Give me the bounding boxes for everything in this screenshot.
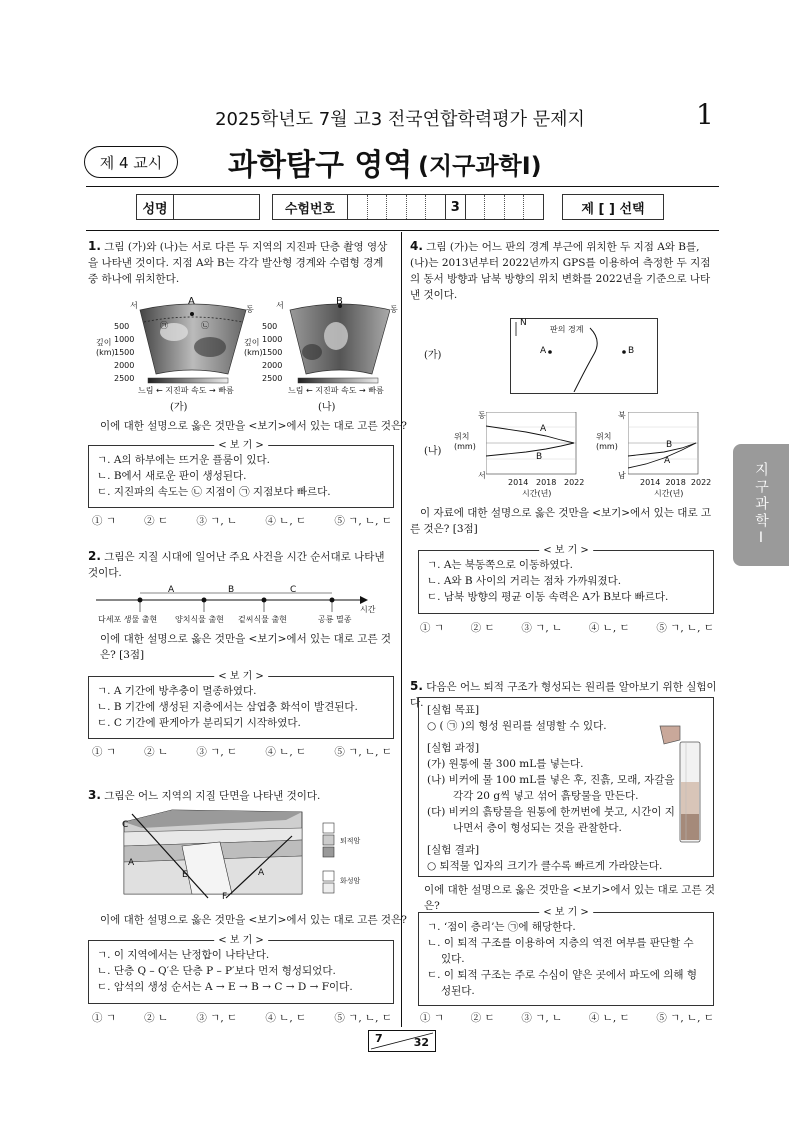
q1-choice-1[interactable]: ① ㄱ	[92, 515, 116, 527]
q3-choice-2[interactable]: ② ㄴ	[144, 1012, 169, 1024]
question-2	[88, 548, 394, 581]
q2-event-4: 공룡 멸종	[318, 615, 352, 624]
q4-ew-bottom: 서	[478, 471, 486, 480]
page-number: 7	[375, 1032, 383, 1045]
q5-choice-3[interactable]: ③ ㄱ, ㄴ	[521, 1012, 563, 1024]
q1-prompt: 이에 대한 설명으로 옳은 것만을 <보기>에서 있는 대로 고른 것은?	[100, 420, 407, 432]
q2-bogi-box	[88, 671, 394, 739]
name-box	[136, 194, 260, 220]
q4-bogi-item-1: ㄱ. A는 북동쪽으로 이동하였다.	[427, 559, 573, 571]
header-bottom-rule	[86, 230, 719, 231]
q4-bogi-item-2: ㄴ. A와 B 사이의 거리는 점차 가까워졌다.	[427, 575, 622, 587]
question-4	[410, 238, 720, 303]
page-total: 32	[413, 1036, 429, 1049]
q1-mark-2: ㉡	[201, 321, 209, 330]
q2-period-c: C	[290, 585, 297, 595]
q3-label-a: A	[128, 858, 135, 868]
q4-ns-ylabel: 위치 (mm)	[596, 432, 618, 451]
q2-event-1: 다세포 생물 출현	[98, 615, 158, 624]
q4-bogi-item-3: ㄷ. 남북 방향의 평균 이동 속력은 A가 B보다 빠르다.	[427, 591, 669, 603]
q1-choices	[92, 513, 392, 528]
q4-bogi-title: < 보 기 >	[539, 543, 593, 559]
q1-right-legend-bar	[298, 378, 378, 383]
q4-text: 그림 (가)는 어느 판의 경계 부근에 위치한 두 지점 A와 B를, (나)는 2013년부터 2022년까지 GPS를 이용하여 측정한 두 지점의 동서 방향과 남북 방향의 위치 변화를 2022년을 기준으로 나타낸 것이다.	[410, 241, 711, 301]
q4-ns-graph	[628, 412, 728, 488]
q5-choice-1[interactable]: ① ㄱ	[420, 1012, 444, 1024]
question-3	[88, 787, 394, 804]
q1-choice-3[interactable]: ③ ㄱ, ㄴ	[196, 515, 238, 527]
q2-choice-4[interactable]: ④ ㄴ, ㄷ	[265, 746, 307, 758]
q5-bogi-item-3: ㄷ. 이 퇴적 구조는 주로 수심이 얕은 곳에서 파도에 의해 형성된다.	[427, 969, 698, 997]
q5-text: 다음은 어느 퇴적 구조가 형성되는 원리를 알아보기 위한 실험이다.	[410, 681, 717, 709]
q4-ew-xlabel: 시간(년)	[522, 489, 552, 498]
q1-choice-4[interactable]: ④ ㄴ, ㄷ	[265, 515, 307, 527]
q1-left-ticks: 500 1000 1500 2000 2500	[114, 322, 135, 383]
q1-right-depth-label: 깊이 (km)	[244, 338, 263, 357]
q1-right-west: 서	[276, 301, 284, 310]
exam-number-digit: 3	[446, 195, 466, 219]
q4-choice-5[interactable]: ⑤ ㄱ, ㄴ, ㄷ	[656, 622, 714, 634]
q1-point-a: A	[188, 296, 195, 307]
q3-label-e: E	[182, 870, 188, 880]
q3-prompt: 이에 대한 설명으로 옳은 것만을 <보기>에서 있는 대로 고른 것은?	[100, 914, 407, 926]
q5-bogi-item-2: ㄴ. 이 퇴적 구조를 이용하여 지층의 역전 여부를 판단할 수 있다.	[427, 937, 694, 965]
q1-bogi-box	[88, 440, 394, 508]
exam-number-field[interactable]	[348, 195, 543, 219]
q4-bogi-box	[418, 545, 714, 614]
name-field[interactable]	[174, 195, 259, 219]
subject-side-tab: 지구과학Ⅰ	[733, 444, 789, 566]
q5-process-title: [실험 과정]	[427, 742, 480, 754]
q4-number: 4.	[410, 239, 423, 253]
q1-left-legend-bar	[148, 378, 228, 383]
exam-title: 2025학년도 7월 고3 전국연합학력평가 문제지	[215, 109, 585, 130]
q3-choices	[92, 1010, 392, 1025]
page-number-box	[368, 1030, 436, 1052]
q1-bogi-item-1: ㄱ. A의 하부에는 뜨거운 플룸이 있다.	[97, 454, 270, 466]
q3-choice-5[interactable]: ⑤ ㄱ, ㄴ, ㄷ	[334, 1012, 392, 1024]
q4-north-mark: N	[520, 318, 527, 328]
q3-choice-4[interactable]: ④ ㄴ, ㄷ	[265, 1012, 307, 1024]
q1-left-caption: (가)	[170, 402, 188, 413]
q1-left-depth-label: 깊이 (km)	[96, 338, 115, 357]
q4-ns-series-a: A	[664, 456, 671, 466]
q1-bogi-item-3: ㄷ. 지진파의 속도는 ㉡ 지점이 ㉠ 지점보다 빠르다.	[97, 486, 331, 498]
q3-legend-sedimentary: 퇴적암	[340, 837, 361, 845]
q1-left-legend: 느림 ← 지진파 속도 → 빠름	[138, 386, 234, 395]
q2-event-3: 겉씨식물 출현	[238, 615, 287, 624]
q3-label-f: F	[222, 892, 228, 902]
q5-bogi-item-1: ㄱ. ‘점이 층리’는 ㉠에 해당한다.	[427, 921, 576, 933]
q4-ew-series-b: B	[536, 452, 543, 462]
q1-bogi-title: < 보 기 >	[214, 438, 268, 454]
q5-bogi-title: < 보 기 >	[539, 905, 593, 921]
q4-ns-xlabel: 시간(년)	[654, 489, 684, 498]
q4-choice-2[interactable]: ② ㄷ	[470, 622, 495, 634]
q4-choices	[420, 620, 714, 635]
q5-bogi-box	[418, 907, 714, 1006]
q2-bogi-item-3: ㄷ. C 기간에 판게아가 분리되기 시작하였다.	[97, 717, 301, 729]
q5-choice-5[interactable]: ⑤ ㄱ, ㄴ, ㄷ	[656, 1012, 714, 1024]
q4-ns-xticks: 2014 2018 2022	[640, 478, 712, 487]
q1-right-ticks: 500 1000 1500 2000 2500	[262, 322, 283, 383]
q3-label-a2: A	[258, 868, 265, 878]
q1-choice-2[interactable]: ② ㄷ	[144, 515, 169, 527]
q5-choices	[420, 1010, 714, 1025]
q4-ew-ylabel: 위치 (mm)	[454, 432, 476, 451]
q3-number: 3.	[88, 788, 101, 802]
page-corner-number: 1	[696, 98, 714, 131]
q4-boundary-label: 판의 경계	[550, 325, 584, 334]
q3-bogi-item-3: ㄷ. 암석의 생성 순서는 A → E → B → C → D → F이다.	[97, 981, 353, 993]
q3-legend-swatches	[322, 822, 336, 902]
q4-point-a: A	[540, 346, 547, 356]
q4-choice-3[interactable]: ③ ㄱ, ㄴ	[521, 622, 563, 634]
q2-choice-1[interactable]: ① ㄱ	[92, 746, 116, 758]
q1-left-west: 서	[130, 301, 138, 310]
q1-right-caption: (나)	[318, 402, 336, 413]
subject-sub: (지구과학Ⅰ)	[418, 152, 542, 180]
q2-period-b: B	[228, 585, 235, 595]
q4-ew-top: 동	[478, 411, 486, 420]
q2-number: 2.	[88, 549, 101, 563]
q2-choice-5[interactable]: ⑤ ㄱ, ㄴ, ㄷ	[334, 746, 392, 758]
q5-result: ○ 퇴적물 입자의 크기가 클수록 빠르게 가라앉는다.	[427, 860, 663, 872]
q5-process-1: (가) 원통에 물 300 mL를 넣는다.	[427, 758, 584, 770]
q5-number: 5.	[410, 679, 423, 693]
q4-ns-series-b: B	[666, 440, 673, 450]
q1-left-east: 동	[246, 305, 254, 314]
q2-event-2: 양치식물 출현	[175, 615, 224, 624]
header-rule	[86, 186, 719, 187]
q5-choice-4[interactable]: ④ ㄴ, ㄷ	[588, 1012, 630, 1024]
q2-bogi-title: < 보 기 >	[214, 669, 268, 685]
q1-number: 1.	[88, 239, 101, 253]
q5-goal-title: [실험 목표]	[427, 704, 480, 716]
q4-choice-4[interactable]: ④ ㄴ, ㄷ	[588, 622, 630, 634]
q5-prompt: 이에 대한 설명으로 옳은 것만을 <보기>에서 있는 대로 고른 것은?	[424, 884, 716, 912]
q1-right-east: 동	[390, 305, 398, 314]
q4-prompt: 이 자료에 대한 설명으로 옳은 것만을 <보기>에서 있는 대로 고른 것은? [3점]	[410, 507, 712, 535]
q4-fig-na-label: (나)	[424, 446, 442, 457]
q3-label-c: C	[122, 820, 129, 830]
q1-mark-1: ㉠	[160, 321, 168, 330]
q4-ns-bottom: 남	[618, 471, 626, 480]
q5-result-title: [실험 결과]	[427, 844, 480, 856]
q2-time-label: 시간	[360, 605, 376, 614]
q3-bogi-item-1: ㄱ. 이 지역에서는 난정합이 나타난다.	[97, 949, 270, 961]
q4-ew-graph	[486, 412, 586, 488]
q3-bogi-title: < 보 기 >	[214, 933, 268, 949]
exam-number-box	[272, 194, 544, 220]
q1-text: 그림 (가)와 (나)는 서로 다른 두 지역의 지진파 단층 촬영 영상을 나타낸 것이다. 지점 A와 B는 각각 발산형 경계와 수렴형 경계 중 하나에 위치한다.	[88, 241, 388, 285]
q5-goal: ○ ( ㉠ )의 형성 원리를 설명할 수 있다.	[427, 720, 607, 732]
subject-main: 과학탐구 영역	[228, 148, 413, 183]
q4-fig-ga-label: (가)	[424, 350, 442, 361]
column-divider	[401, 232, 402, 1027]
q3-bogi-box	[88, 935, 394, 1004]
q3-legend-igneous: 화성암	[340, 877, 361, 885]
q1-right-legend: 느림 ← 지진파 속도 → 빠름	[288, 386, 384, 395]
q3-cross-section	[112, 806, 312, 906]
q3-text: 그림은 어느 지역의 지질 단면을 나타낸 것이다.	[104, 790, 321, 802]
q4-ew-xticks: 2014 2018 2022	[508, 478, 585, 487]
name-label: 성명	[137, 195, 174, 219]
q5-process-2: (나) 비커에 물 100 mL를 넣은 후, 진흙, 모래, 자갈을 각각 20 g씩 넣고 섞어 흙탕물을 만든다.	[427, 774, 675, 802]
q2-choices	[92, 744, 392, 759]
q2-bogi-item-2: ㄴ. B 기간에 생성된 지층에서는 삼엽충 화석이 발견된다.	[97, 701, 358, 713]
q4-choice-1[interactable]: ① ㄱ	[420, 622, 444, 634]
choice-label: 제 [ ] 선택	[562, 194, 664, 220]
q4-ns-top: 북	[618, 411, 626, 420]
q1-point-b: B	[336, 296, 343, 307]
q3-choice-3[interactable]: ③ ㄱ, ㄷ	[196, 1012, 238, 1024]
q2-text: 그림은 지질 시대에 일어난 주요 사건을 시간 순서대로 나타낸 것이다.	[88, 551, 385, 579]
q4-ew-series-a: A	[540, 424, 547, 434]
q2-choice-3[interactable]: ③ ㄱ, ㄷ	[196, 746, 238, 758]
q2-prompt: 이에 대한 설명으로 옳은 것만을 <보기>에서 있는 대로 고른 것은? [3점]	[100, 633, 392, 661]
exam-number-label: 수험번호	[273, 195, 348, 219]
q1-bogi-item-2: ㄴ. B에서 새로운 판이 생성된다.	[97, 470, 247, 482]
q2-bogi-item-1: ㄱ. A 기간에 방추충이 멸종하였다.	[97, 685, 257, 697]
q3-bogi-item-2: ㄴ. 단층 Q – Q′은 단층 P – P′보다 먼저 형성되었다.	[97, 965, 336, 977]
q4-point-b: B	[628, 346, 635, 356]
q5-cylinder-illustration	[658, 722, 710, 848]
q3-choice-1[interactable]: ① ㄱ	[92, 1012, 116, 1024]
question-1	[88, 238, 394, 287]
q5-process-3: (다) 비커의 흙탕물을 원통에 한꺼번에 붓고, 시간이 지나면서 층이 형성되는 것을 관찰한다.	[427, 806, 675, 834]
q2-choice-2[interactable]: ② ㄴ	[144, 746, 169, 758]
q5-choice-2[interactable]: ② ㄷ	[470, 1012, 495, 1024]
q2-period-a: A	[168, 585, 175, 595]
session-badge: 제 4 교시	[84, 146, 178, 178]
q1-choice-5[interactable]: ⑤ ㄱ, ㄴ, ㄷ	[334, 515, 392, 527]
